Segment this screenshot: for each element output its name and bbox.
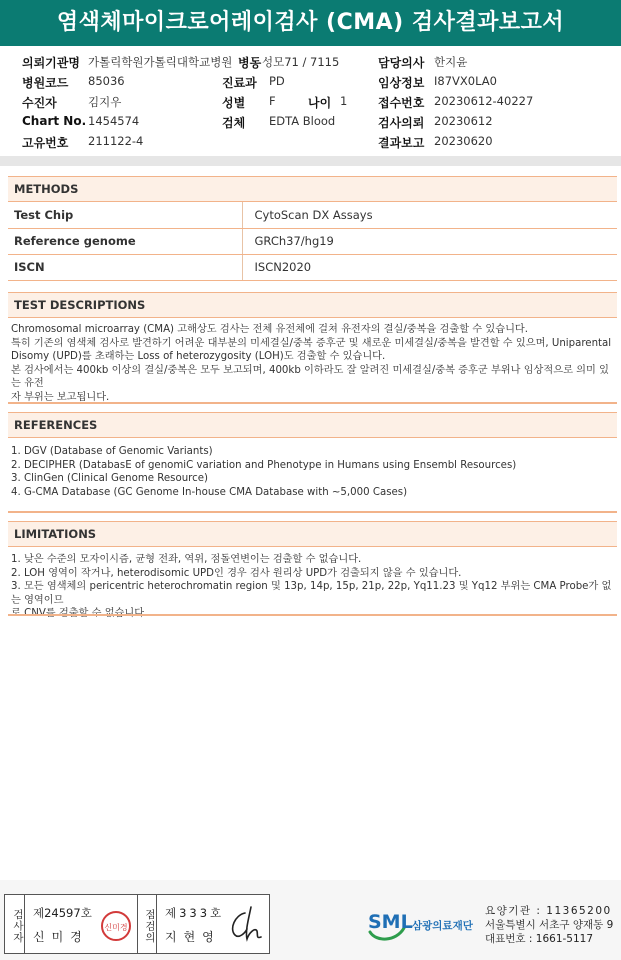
attending-value: 한지윤 <box>434 55 468 69</box>
reviewer-label: 점검의 <box>137 895 157 953</box>
receipt-no-label: 접수번호 <box>378 96 425 110</box>
specimen-label: 검체 <box>222 116 246 130</box>
report-date-value: 20230620 <box>434 134 493 148</box>
info-row-1 <box>22 54 617 74</box>
methods-key: Test Chip <box>8 202 242 228</box>
limitation-line: 2. LOH 영역이 작거나, heterodisomic UPD인 경우 검사 원리상 UPD가 검출되지 않을 수 있습니다. <box>11 567 462 579</box>
request-date-label: 검사의뢰 <box>378 116 425 130</box>
chart-no-value: 1454574 <box>88 114 140 128</box>
care-institution-code: 요양기관 : 11365200 <box>485 905 612 917</box>
reference-line: 1. DGV (Database of Genomic Variants) <box>11 446 213 457</box>
institution-label: 의뢰기관명 <box>22 56 80 70</box>
description-line: Chromosomal microarray (CMA) 고해상도 검사는 전체 유전체에 걸쳐 유전자의 결실/중복을 검출할 수 있습니다. <box>11 324 528 335</box>
age-label: 나이 <box>308 96 332 110</box>
info-row-2 <box>22 74 617 94</box>
department-label: 진료과 <box>222 76 257 90</box>
phone: 대표번호 : 1661-5117 <box>485 933 594 945</box>
methods-table <box>8 202 617 281</box>
limitations-heading: LIMITATIONS <box>8 521 617 547</box>
limitation-line: 1. 낮은 수준의 모자이시즘, 균형 전좌, 역위, 점돌연변이는 검출할 수 없습니다. <box>11 554 362 565</box>
section-divider <box>8 402 617 404</box>
attending-label: 담당의사 <box>378 56 425 70</box>
methods-heading: METHODS <box>8 176 617 202</box>
logo-org: 삼광의료재단 <box>412 920 473 932</box>
description-line: 본 검사에서는 400kb 이상의 결실/중복은 모두 보고되며, 400kb 이하라도 잘 알려진 미세결실/중복 증후군 부위나 임상적으로 의미 있는 유전 <box>11 364 609 389</box>
examiner-seal-icon <box>99 909 133 943</box>
clinical-info-value: I87VX0LA0 <box>434 74 497 88</box>
test-descriptions-heading: TEST DESCRIPTIONS <box>8 292 617 318</box>
patient-info <box>22 54 617 154</box>
request-date-value: 20230612 <box>434 114 493 128</box>
report-date-label: 결과보고 <box>378 136 425 150</box>
table-row <box>8 202 617 228</box>
table-row <box>8 228 617 254</box>
chart-no-label: Chart No. <box>22 114 87 128</box>
examiner-name: 신미경 <box>33 930 89 944</box>
age-value: 1 <box>340 94 348 108</box>
methods-key: Reference genome <box>8 228 242 254</box>
unique-no-label: 고유번호 <box>22 136 69 150</box>
references-body <box>11 445 616 499</box>
examiner-license-no: 제24597호 <box>33 906 92 920</box>
specimen-value: EDTA Blood <box>269 114 336 128</box>
report-title: 염색체마이크로어레이검사 (CMA) 검사결과보고서 <box>0 0 621 46</box>
signature-box <box>4 894 270 954</box>
methods-value: CytoScan DX Assays <box>242 202 617 228</box>
department-value: PD <box>269 74 285 88</box>
references-heading: REFERENCES <box>8 412 617 438</box>
section-divider <box>8 614 617 616</box>
reference-line: 4. G-CMA Database (GC Genome In-house CMA Database with ~5,000 Cases) <box>11 486 408 498</box>
hospital-code-value: 85036 <box>88 74 125 88</box>
receipt-no-value: 20230612-40227 <box>434 94 534 108</box>
signature-icon <box>225 903 267 947</box>
sml-logo <box>366 904 481 944</box>
reference-line: 3. ClinGen (Clinical Genome Resource) <box>11 473 208 484</box>
header-separator <box>0 156 621 166</box>
collector-value: 김지우 <box>88 95 122 109</box>
description-line: 특히 기존의 염색체 검사로 발견하기 어려운 대부분의 미세결실/중복 증후군 및 새로운 미세결실/중복을 발견할 수 있으며, Uniparental <box>11 337 612 349</box>
reference-line: 2. DECIPHER (DatabasE of genomiC variation and Phenotype in Humans using Ensembl Resources) <box>11 459 517 471</box>
section-divider <box>8 511 617 513</box>
hospital-code-label: 병원코드 <box>22 76 69 90</box>
info-row-4 <box>22 114 617 134</box>
institution-value: 가톨릭학원가톨릭대학교병원 <box>88 55 233 69</box>
address: 서울특별시 서초구 양재동 9 <box>485 919 614 931</box>
examiner-label: 검사자 <box>5 895 25 953</box>
ward-value: 성모71 / 7115 <box>262 55 340 69</box>
sex-label: 성별 <box>222 96 246 110</box>
methods-key: ISCN <box>8 254 242 280</box>
description-line: 자 부위는 보고됩니다. <box>11 391 110 403</box>
info-row-5 <box>22 134 617 154</box>
logo-text: SML <box>368 911 413 933</box>
limitation-line: 3. 모든 염색체의 pericentric heterochromatin region 및 13p, 14p, 15p, 21p, 22p, Yq11.23 및 Yq12 부위는 CMA Probe가 없는 영역이므 <box>11 581 612 606</box>
clinical-info-label: 임상정보 <box>378 76 425 90</box>
description-line: Disomy (UPD)를 초래하는 Loss of heterozygosity (LOH)도 검출할 수 있습니다. <box>11 351 386 362</box>
methods-value: ISCN2020 <box>242 254 617 280</box>
collector-label: 수진자 <box>22 96 57 110</box>
limitations-body <box>11 553 616 621</box>
seal-text: 신미경 <box>104 923 128 932</box>
reviewer-license-no: 제333호 <box>165 906 225 920</box>
test-descriptions-body <box>11 323 616 404</box>
unique-no-value: 211122-4 <box>88 134 144 148</box>
sml-logo-icon <box>366 904 481 944</box>
info-row-3 <box>22 94 617 114</box>
sex-value: F <box>269 94 276 108</box>
contact-info <box>485 904 613 946</box>
reviewer-name: 지현영 <box>165 930 221 944</box>
ward-label: 병동 <box>238 56 262 70</box>
table-row <box>8 254 617 280</box>
methods-value: GRCh37/hg19 <box>242 228 617 254</box>
